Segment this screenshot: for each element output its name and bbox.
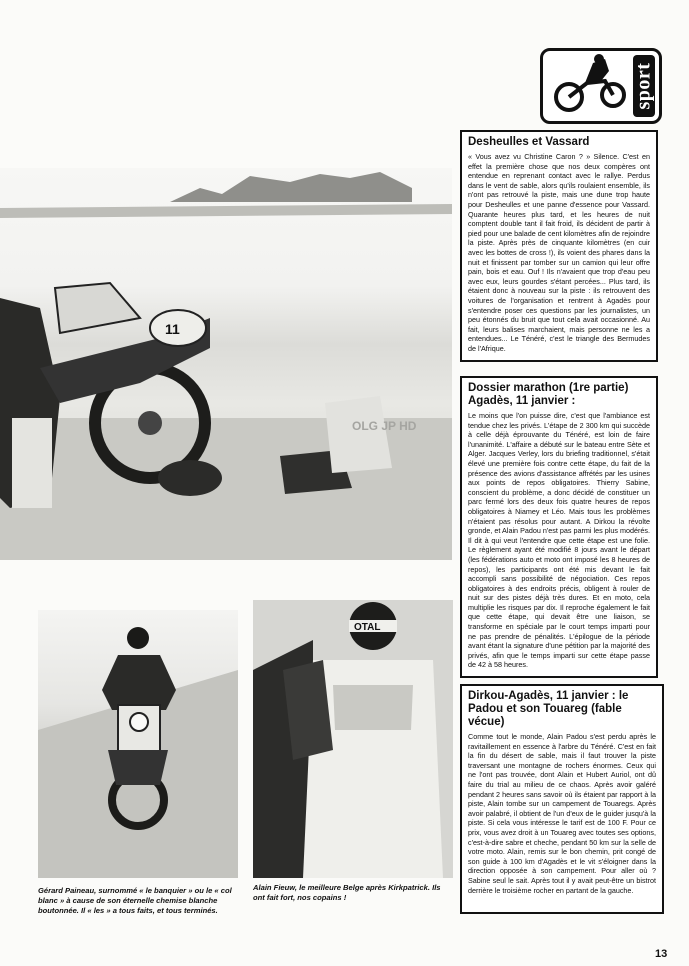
race-number: 11 bbox=[165, 321, 180, 337]
caption-fieuw: Alain Fieuw, le meilleure Belge après Kirkpatrick. Ils ont fait fort, nos copains ! bbox=[253, 883, 441, 902]
article-body: Comme tout le monde, Alain Padou s'est perdu après le ravitaillement en essence à l'arbre du Ténéré. C'est en fait la fin du désert de sable, mais il faut trouver la piste traversant une montagne de rochers énormes. Ceux qui ne l'ont pas trouvée, dont Alain et Hubert Auriol, ont dû faire du trial au milieu de ce chaos. Après avoir galéré pendant 2 heures sans savoir où ils étaient par rapport à la piste, Alain tombe sur un campement de Touaregs. Après avoir palabré, il obtient de l'un d'eux de le guider jusqu'à la piste. Si cela vous intéresse le tarif est de 100 F. Pour ce prix, vous avez droit à un Touareg avec toutes ses options, c'est-à-dire sabre et cheche, pendant 50 km sur la selle de votre moto. Alain, remis sur le bon chemin, prit congé de son guide à 100 km d'Agadès et le vit s'éloigner dans la direction opposée à son campement. Pour aller où ? Sabine seul le sait. Après tout il y avait peut-être un bistrot derrière le troisième rocher en partant de la gauche. bbox=[468, 732, 656, 895]
watermark: OLG JP HD bbox=[352, 419, 417, 433]
article-title: Dossier marathon (1re partie) Agadès, 11 janvier : bbox=[468, 382, 629, 407]
motorcycle-jumper-icon bbox=[547, 53, 631, 117]
rider-paineau-photo bbox=[38, 610, 238, 878]
desert-motorcycle-photo bbox=[0, 168, 452, 560]
rider-fieuw-photo bbox=[253, 600, 453, 878]
article-title: Dirkou-Agadès, 11 janvier : le Padou et son Touareg (fable vécue) bbox=[468, 690, 629, 728]
page-number: 13 bbox=[655, 948, 668, 960]
article-title: Desheulles et Vassard bbox=[468, 136, 590, 148]
article-body: Le moins que l'on puisse dire, c'est que l'ambiance est tendue chez les privés. L'étape de 2 300 km qui succède à celle déjà éprouvante du Ténéré, est loin de faire l'unanimité. L'affaire a débuté sur le bateau entre Sète et Alger. Jacques Verley, lors du briefing traditionnel, s'était élevé une première fois contre cette étape, du fait de la présence des avions d'assistance affrétés par les usines aux points de repos obligatoires. Thierry Sabine, conscient du problème, a donc décidé de constituer un parc fermé lors des deux fois quatre heures de repos obligatoires à Niamey et Léo. Mais tous les problèmes n'étaient pas résolus pour autant. A Dirkou la révolte gronde, et Alain Padou n'est pas parmi les plus modérés. Il dit à qui veut l'entendre que cette étape est une folie. Le règlement ayant été modifié 8 jours avant le départ (les fédérations auto et moto ont imposé les 8 heures de repos), les participants ont été mis devant le fait accompli sans possibilité de négociation. Ces repos obligatoires à des endroits précis, obligent à rouler de nuit sur des pistes déjà très dures. Et en moto, cela multiplie les risques par dix. Il reproche également le fait que cette étape, qui devait être une liaison, se transforme en spéciale par le court temps imparti pour ne pas prendre de pénalités. L'épilogue de la période avant étant la signature d'une pétition par la majorité des privés, afin que le temps imparti sur cette étape passe de 42 à 58 heures. bbox=[468, 411, 650, 670]
article-body: « Vous avez vu Christine Caron ? » Silence. C'est en effet la première chose que nos deux compères ont entendue en reprenant contact avec le rallye. Perdus dans le vent de sable, alors qu'ils roulaient ensemble, ils n'ont pas retrouvé la piste, mais une dune trop haute pour Desheulles et une panne d'essence pour Vassard. Quarante heures plus tard, et les heures de nuit comptent double tant il fait froid, ils décident de partir à pied pour une balade de cent kilomètres afin de rejoindre la piste. Après près de cinquante kilomètres (en cuir avec les bottes de cross !), ils voient des phares dans la nuit et finissent par tomber sur un camion qui leur offre pain, bois et eau. Ouf ! Ils n'avaient que trop d'eau peu avec eux, leurs gourdes s'étant percées... Plus tard, ils étaient donc à nouveau sur la piste : ils retrouvent des voitures de l'organisation et rentrent à Agadès pour s'entendre poser ces questions par les journalistes, un peu étonnés du bruit que tout cela avait occasionné. Au fait, leurs balises marchaient, mais personne ne les a entendues... Le Ténéré, c'est le triangle des Bermudes de l'Afrique. bbox=[468, 152, 650, 353]
article-desheulles-vassard bbox=[460, 130, 658, 362]
logo-text: sport bbox=[632, 62, 655, 110]
helmet-text: OTAL bbox=[354, 622, 381, 633]
article-padou-touareg bbox=[460, 684, 664, 914]
sport-logo bbox=[540, 48, 662, 124]
caption-paineau: Gérard Paineau, surnommé « le banquier » ou le « col blanc » à cause de son éternelle chemise blanche boutonnée. Il « les » a tous faits, et tous terminés. bbox=[38, 886, 232, 915]
article-dossier-marathon bbox=[460, 376, 658, 678]
